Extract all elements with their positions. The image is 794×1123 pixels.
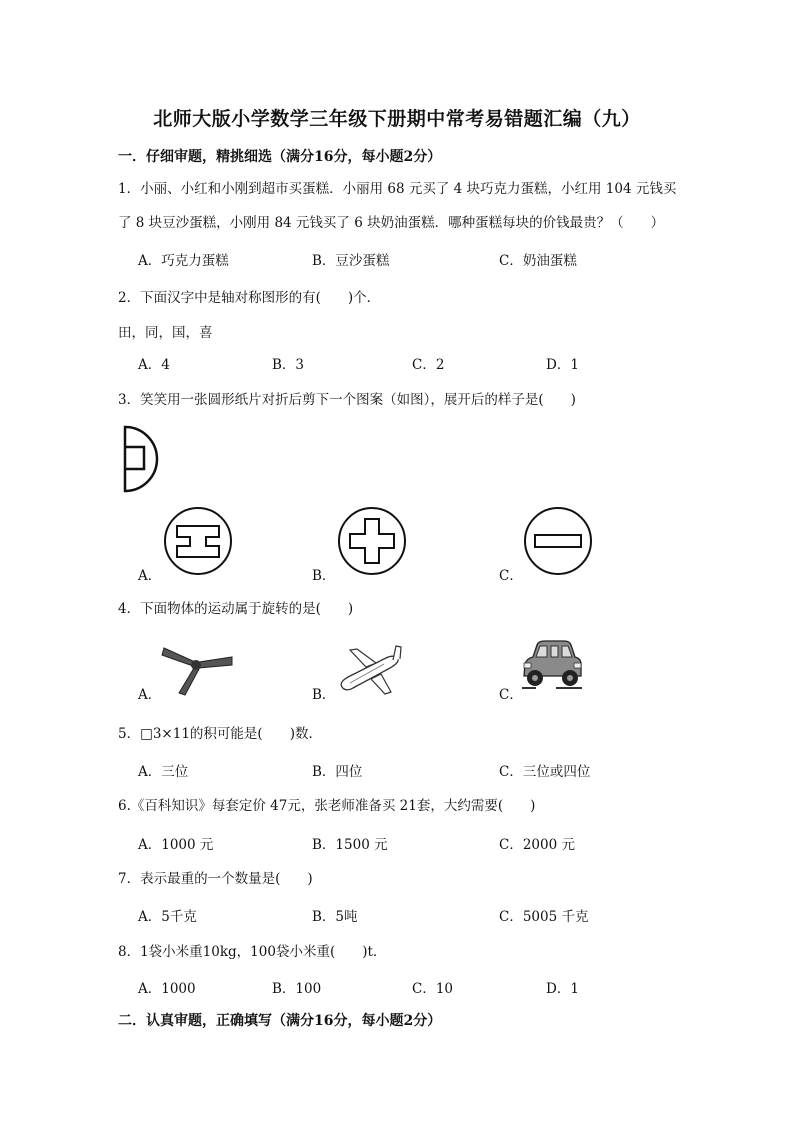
ceiling-fan-icon [160,638,236,696]
question-5-option-a: A．三位 [138,764,189,780]
question-8-option-a: A．1000 [138,981,196,997]
circle-cross-shape [337,506,409,578]
question-7-option-a: A．5千克 [138,909,197,925]
question-6-option-c: C．2000 元 [499,837,575,853]
circle-bar-shape [523,506,595,578]
question-4-option-b: B． [312,687,336,703]
question-3-option-c: C． [499,568,523,584]
question-3-option-b: B． [312,568,336,584]
question-1-option-c: C．奶油蛋糕 [499,253,577,269]
question-4-option-a: A． [138,687,162,703]
question-5-option-c: C．三位或四位 [499,764,591,780]
question-7-option-b: B．5吨 [312,909,358,925]
section-2-heading: 二．认真审题，正确填写（满分16分，每小题2分） [118,1013,442,1029]
question-7-line-1: 7．表示最重的一个数量是( ) [118,871,313,887]
question-4-option-c: C． [499,687,523,703]
circle-i-beam-shape [163,506,235,578]
question-1-line-1: 1．小丽、小红和小刚到超市买蛋糕．小丽用 68 元买了 4 块巧克力蛋糕，小红用 104 元钱买 [118,181,677,197]
question-2-option-b: B．3 [272,357,305,373]
question-3-line-1: 3．笑笑用一张圆形纸片对折后剪下一个图案（如图），展开后的样子是( ) [118,392,576,408]
question-2-line-1: 2．下面汉字中是轴对称图形的有( )个． [118,290,381,306]
question-8-option-c: C．10 [412,981,454,997]
question-2-option-c: C．2 [412,357,445,373]
car-icon [520,636,584,692]
question-6-line-1: 6.《百科知识》每套定价 47元，张老师准备买 21套，大约需要( ) [118,798,536,814]
folded-paper-cut-figure [118,424,162,494]
question-2-option-a: A．4 [138,357,170,373]
question-6-option-b: B．1500 元 [312,837,388,853]
section-1-heading: 一．仔细审题，精挑细选（满分16分，每小题2分） [118,149,442,165]
question-8-option-b: B．100 [272,981,322,997]
question-7-option-c: C．5005 千克 [499,909,589,925]
question-1-option-b: B．豆沙蛋糕 [312,253,390,269]
question-8-line-1: 8．1袋小米重10kg，100袋小米重( )t． [118,944,387,960]
page-title: 北师大版小学数学三年级下册期中常考易错题汇编（九） [153,108,641,130]
question-4-line-1: 4．下面物体的运动属于旋转的是( ) [118,601,354,617]
question-1-option-a: A．巧克力蛋糕 [138,253,229,269]
question-1-line-2: 了 8 块豆沙蛋糕，小刚用 84 元钱买了 6 块奶油蛋糕．哪种蛋糕每块的价钱最贵？（ ） [118,215,665,231]
question-2-line-2: 田，同，国，喜 [118,325,213,341]
airplane-icon [336,643,406,695]
question-2-option-d: D．1 [546,357,579,373]
question-8-option-d: D．1 [546,981,579,997]
question-5-line-1: 5．□3×11的积可能是( )数． [118,726,322,742]
question-3-option-a: A． [138,568,162,584]
question-5-option-b: B．四位 [312,764,363,780]
question-6-option-a: A．1000 元 [138,837,214,853]
